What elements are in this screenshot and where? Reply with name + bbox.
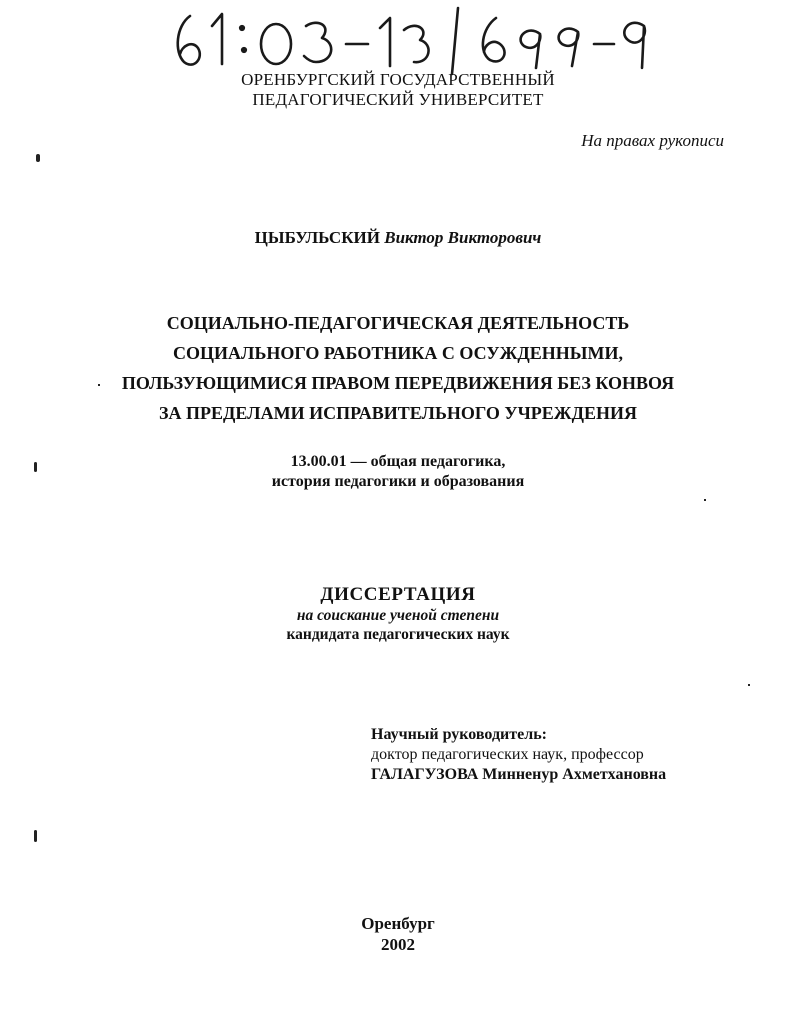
specialty-line-1: 13.00.01 — общая педагогика, [290,453,506,470]
title-line: ЗА ПРЕДЕЛАМИ ИСПРАВИТЕЛЬНОГО УЧРЕЖДЕНИЯ [159,403,637,423]
specialty [0,452,796,492]
handwritten-code-image [168,4,668,76]
city: Оренбург [361,914,435,933]
university-line-1: ОРЕНБУРГСКИЙ ГОСУДАРСТВЕННЫЙ [241,70,555,89]
scan-mark [34,830,37,842]
manuscript-rights: На правах рукописи [581,131,724,150]
dissertation-block [0,584,796,644]
scan-mark [36,154,40,162]
scientific-advisor [371,725,666,785]
university-line-2: ПЕДАГОГИЧЕСКИЙ УНИВЕРСИТЕТ [252,90,544,109]
scan-mark [34,462,37,472]
advisor-name: ГАЛАГУЗОВА Минненур Ахметхановна [371,766,667,783]
place-and-year [0,913,796,955]
year: 2002 [381,935,415,954]
title-line: ПОЛЬЗУЮЩИМИСЯ ПРАВОМ ПЕРЕДВИЖЕНИЯ БЕЗ КОНВОЯ [121,373,675,393]
title-line: СОЦИАЛЬНОГО РАБОТНИКА С ОСУЖДЕННЫМИ, [173,343,623,363]
dissertation-title [0,308,796,428]
degree-line-2: кандидата педагогических наук [286,626,510,643]
scan-mark [748,684,750,686]
handwritten-code [168,4,668,76]
dissertation-heading: ДИССЕРТАЦИЯ [320,584,476,605]
author-given-name: Виктор Викторович [384,228,542,247]
university-name [0,70,796,110]
degree-line-1: на соискание ученой степени [296,607,500,624]
scan-mark [704,499,706,501]
advisor-degree: доктор педагогических наук, профессор [371,746,644,763]
author-surname: ЦЫБУЛЬСКИЙ [254,228,380,247]
advisor-label: Научный руководитель: [371,726,547,743]
specialty-line-2: история педагогики и образования [271,473,525,490]
author-name [0,228,796,248]
scan-mark [98,384,100,386]
title-line: СОЦИАЛЬНО-ПЕДАГОГИЧЕСКАЯ ДЕЯТЕЛЬНОСТЬ [166,313,630,333]
